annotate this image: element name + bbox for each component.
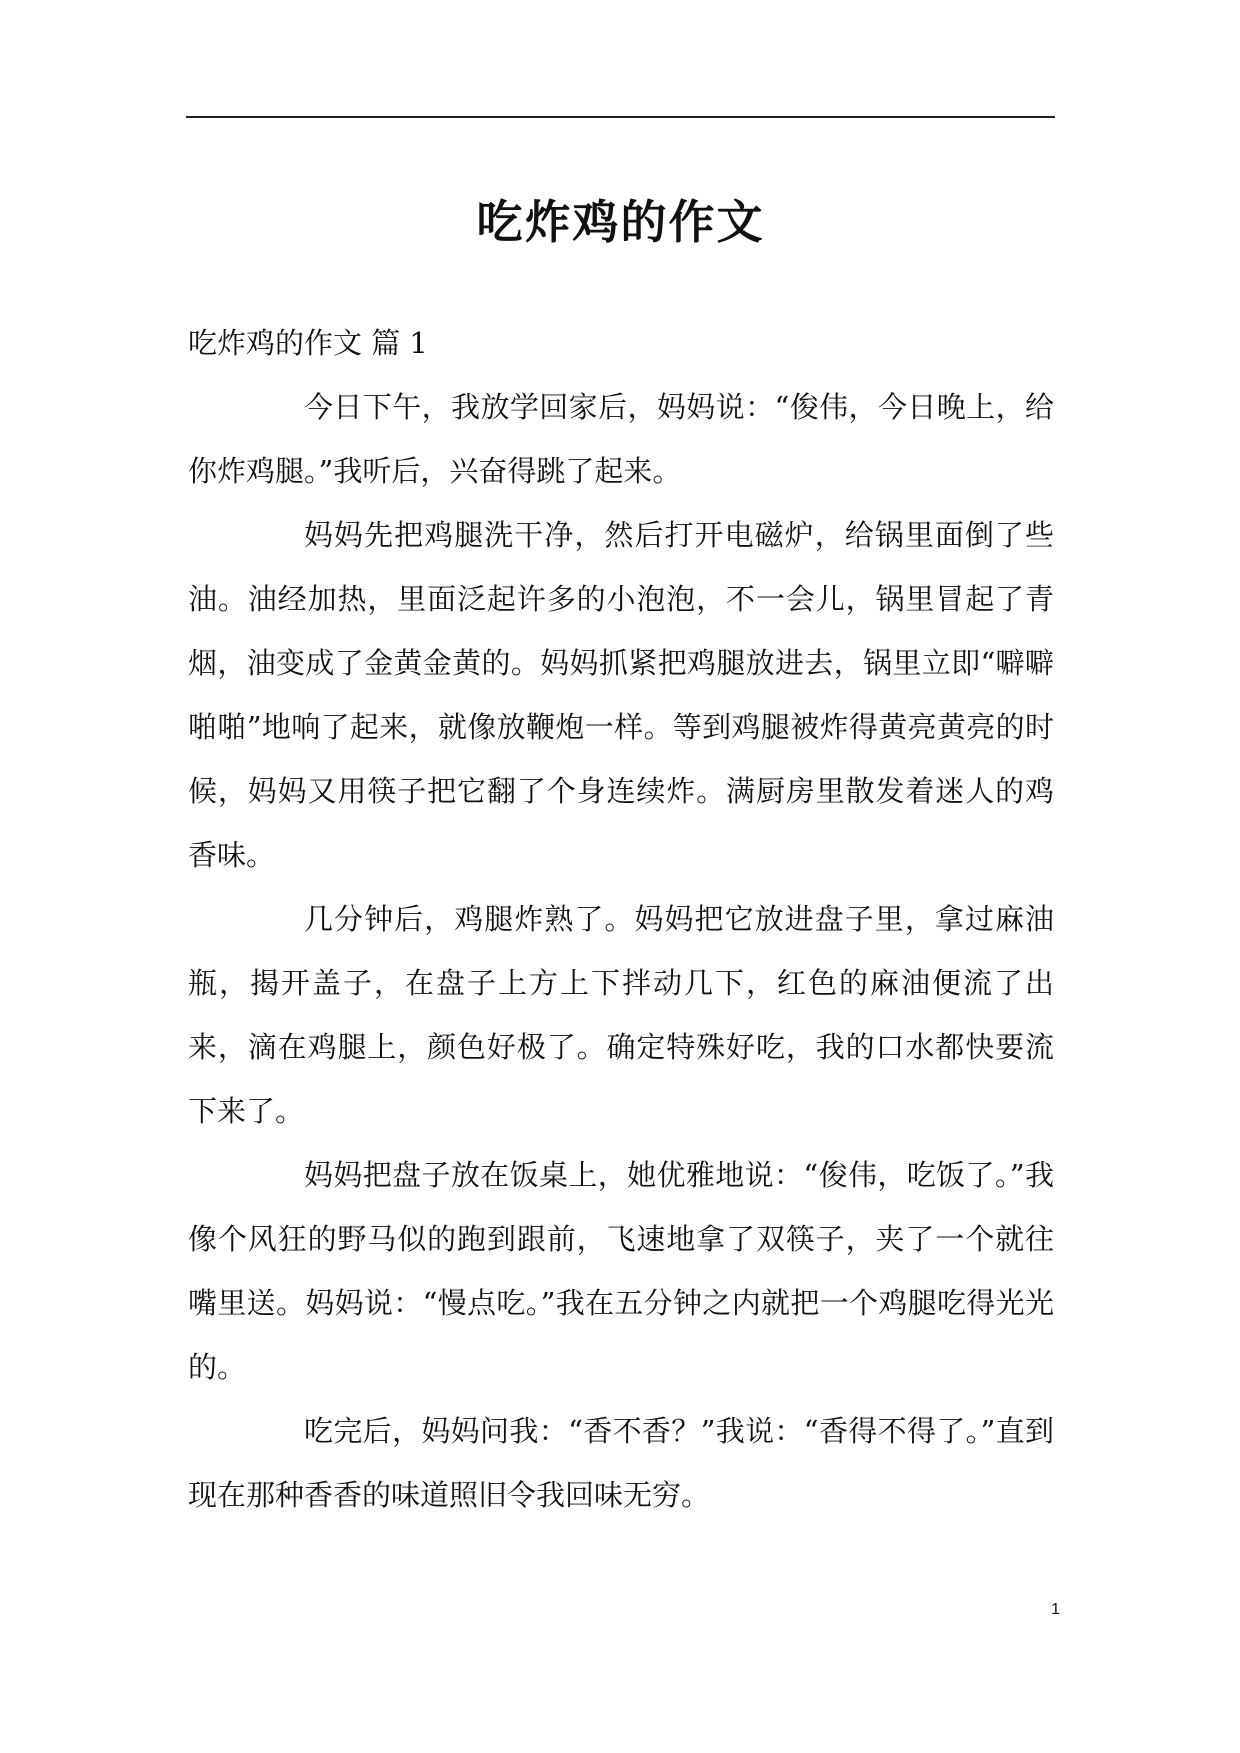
document-title: 吃炸鸡的作文	[476, 195, 765, 249]
paragraph-5: 吃完后，妈妈问我：“香不香？”我说：“香得不得了。”直到现在那种香香的味道照旧令我回味无穷。	[188, 1414, 1054, 1512]
section-heading: 吃炸鸡的作文 篇 1	[188, 326, 428, 360]
page-number: 1	[1051, 1601, 1060, 1618]
document-body	[188, 311, 1054, 1527]
paragraph-3: 几分钟后，鸡腿炸熟了。妈妈把它放进盘子里，拿过麻油瓶，揭开盖子，在盘子上方上下拌动几下，红色的麻油便流了出来，滴在鸡腿上，颜色好极了。确定特殊好吃，我的口水都快要流下来了。	[188, 902, 1054, 1128]
paragraph-4: 妈妈把盘子放在饭桌上，她优雅地说：“俊伟，吃饭了。”我像个风狂的野马似的跑到跟前，飞速地拿了双筷子，夹了一个就往嘴里送。妈妈说：“慢点吃。”我在五分钟之内就把一个鸡腿吃得光光的。	[188, 1158, 1054, 1384]
paragraph-2: 妈妈先把鸡腿洗干净，然后打开电磁炉，给锅里面倒了些油。油经加热，里面泛起许多的小泡泡，不一会儿，锅里冒起了青烟，油变成了金黄金黄的。妈妈抓紧把鸡腿放进去，锅里立即“噼噼啪啪”地响了起来，就像放鞭炮一样。等到鸡腿被炸得黄亮黄亮的时候，妈妈又用筷子把它翻了个身连续炸。满厨房里散发着迷人的鸡香味。	[188, 518, 1054, 872]
paragraph-1: 今日下午，我放学回家后，妈妈说：“俊伟，今日晚上，给你炸鸡腿。”我听后，兴奋得跳了起来。	[188, 390, 1054, 488]
header-rule	[186, 116, 1055, 118]
